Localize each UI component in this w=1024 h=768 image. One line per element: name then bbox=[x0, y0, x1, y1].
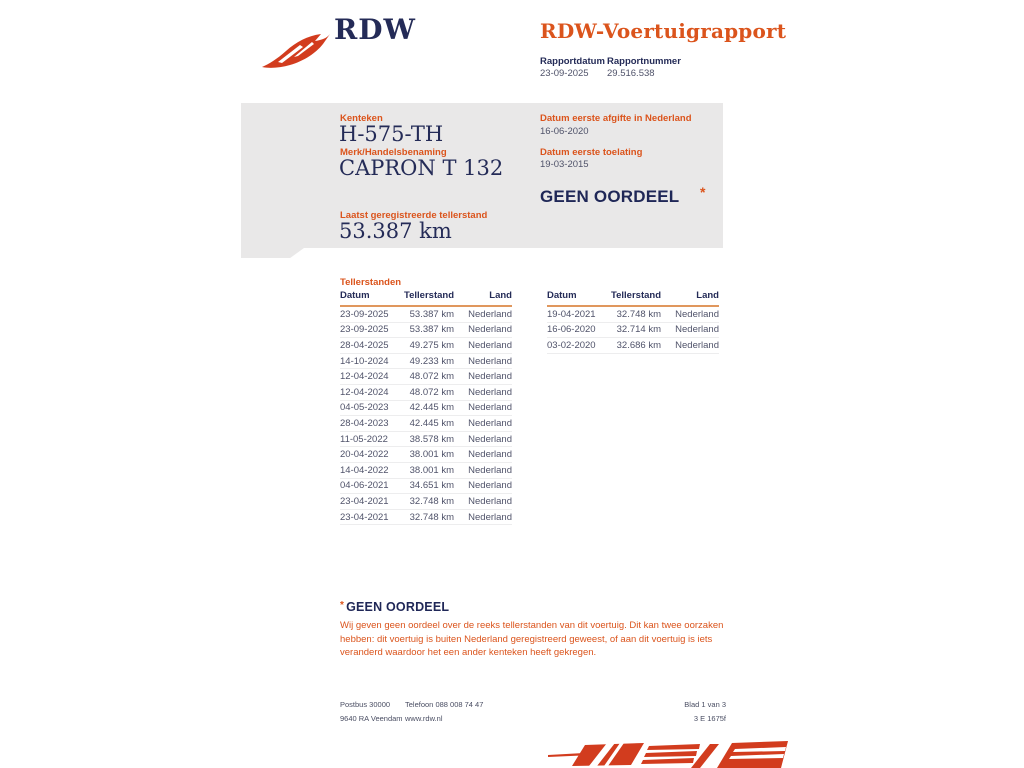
footer-form-code: 3 E 1675f bbox=[693, 714, 726, 723]
table-body-left bbox=[340, 307, 512, 525]
kenteken-label: Kenteken bbox=[340, 113, 383, 124]
footer-address-line1: Postbus 30000 bbox=[340, 700, 391, 709]
cell-land: Nederland bbox=[675, 339, 719, 351]
table-row bbox=[547, 338, 719, 354]
cell-datum: 03-02-2020 bbox=[547, 339, 596, 351]
cell-datum: 12-04-2024 bbox=[340, 386, 389, 398]
merk-label: Merk/Handelsbenaming bbox=[340, 147, 447, 158]
table-row bbox=[340, 401, 512, 417]
table-row bbox=[340, 432, 512, 448]
cell-land: Nederland bbox=[468, 308, 512, 320]
cell-tellerstand: 32.748 km bbox=[616, 308, 661, 320]
table-row bbox=[340, 385, 512, 401]
cell-tellerstand: 49.233 km bbox=[409, 355, 454, 367]
page-title: RDW-Voertuigrapport bbox=[540, 19, 787, 43]
cell-tellerstand: 53.387 km bbox=[409, 308, 454, 320]
cell-tellerstand: 34.651 km bbox=[409, 480, 454, 492]
tellerstanden-table-right bbox=[547, 290, 719, 354]
cell-datum: 11-05-2022 bbox=[340, 433, 388, 445]
header-datum: Datum bbox=[340, 290, 370, 301]
toelating-label: Datum eerste toelating bbox=[540, 147, 643, 158]
cell-tellerstand: 42.445 km bbox=[409, 417, 454, 429]
table-row bbox=[340, 354, 512, 370]
rdw-wing-stripes-graphic bbox=[548, 739, 788, 768]
header-tellerstand: Tellerstand bbox=[611, 290, 661, 301]
report-number-value: 29.516.538 bbox=[607, 68, 655, 79]
cell-land: Nederland bbox=[468, 339, 512, 351]
cell-land: Nederland bbox=[468, 386, 512, 398]
cell-tellerstand: 32.748 km bbox=[409, 495, 454, 507]
table-row bbox=[340, 494, 512, 510]
header-tellerstand: Tellerstand bbox=[404, 290, 454, 301]
table-header-row bbox=[547, 290, 719, 307]
cell-land: Nederland bbox=[675, 308, 719, 320]
tellerstanden-table-left bbox=[340, 290, 512, 525]
afgifte-value: 16-06-2020 bbox=[540, 126, 589, 137]
table-row bbox=[340, 416, 512, 432]
footnote-asterisk: * bbox=[340, 600, 345, 611]
cell-tellerstand: 48.072 km bbox=[409, 371, 454, 383]
tellerstanden-title: Tellerstanden bbox=[340, 277, 402, 288]
cell-tellerstand: 48.072 km bbox=[409, 386, 454, 398]
summary-box-corner-tab bbox=[241, 248, 304, 258]
footer-address-line2: 9640 RA Veendam bbox=[340, 714, 403, 723]
cell-land: Nederland bbox=[468, 324, 512, 336]
cell-land: Nederland bbox=[468, 449, 512, 461]
table-row bbox=[340, 369, 512, 385]
cell-land: Nederland bbox=[468, 480, 512, 492]
footer-phone: Telefoon 088 008 74 47 bbox=[405, 700, 484, 709]
cell-datum: 28-04-2025 bbox=[340, 339, 389, 351]
cell-datum: 20-04-2022 bbox=[340, 449, 389, 461]
kenteken-value: H-575-TH bbox=[339, 122, 444, 146]
cell-tellerstand: 42.445 km bbox=[409, 402, 454, 414]
table-header-row bbox=[340, 290, 512, 307]
table-row bbox=[340, 307, 512, 323]
table-row bbox=[340, 447, 512, 463]
cell-datum: 23-09-2025 bbox=[340, 324, 389, 336]
footer-page-info: Blad 1 van 3 bbox=[684, 700, 726, 709]
footer-website: www.rdw.nl bbox=[405, 714, 443, 723]
cell-tellerstand: 53.387 km bbox=[409, 324, 454, 336]
cell-land: Nederland bbox=[468, 371, 512, 383]
cell-tellerstand: 32.686 km bbox=[616, 339, 661, 351]
cell-datum: 23-04-2021 bbox=[340, 511, 389, 523]
footnote-heading bbox=[340, 600, 732, 614]
cell-datum: 16-06-2020 bbox=[547, 324, 596, 336]
oordeel-asterisk: * bbox=[700, 184, 706, 200]
cell-datum: 12-04-2024 bbox=[340, 371, 389, 383]
footnote-body: Wij geven geen oordeel over de reeks tellerstanden van dit voertuig. Dit kan twee oorzaken hebben: dit voertuig is buiten Nederland geregistreerd geweest, of aan dit voertuig is iets veranderd waardoor het een ander kenteken heeft gekregen. bbox=[340, 620, 724, 658]
table-row bbox=[547, 307, 719, 323]
table-row bbox=[340, 323, 512, 339]
cell-tellerstand: 38.001 km bbox=[409, 449, 454, 461]
cell-land: Nederland bbox=[468, 464, 512, 476]
table-row bbox=[340, 338, 512, 354]
cell-land: Nederland bbox=[468, 511, 512, 523]
cell-tellerstand: 38.578 km bbox=[409, 433, 454, 445]
cell-land: Nederland bbox=[675, 324, 719, 336]
cell-datum: 14-04-2022 bbox=[340, 464, 389, 476]
cell-datum: 23-04-2021 bbox=[340, 495, 389, 507]
cell-land: Nederland bbox=[468, 355, 512, 367]
cell-datum: 04-06-2021 bbox=[340, 480, 389, 492]
table-row bbox=[340, 463, 512, 479]
table-body-right bbox=[547, 307, 719, 354]
header-land: Land bbox=[489, 290, 512, 301]
toelating-value: 19-03-2015 bbox=[540, 159, 589, 170]
rdw-logo-text: RDW bbox=[334, 13, 416, 46]
cell-land: Nederland bbox=[468, 495, 512, 507]
header-land: Land bbox=[696, 290, 719, 301]
cell-land: Nederland bbox=[468, 433, 512, 445]
cell-tellerstand: 32.714 km bbox=[616, 324, 661, 336]
tellerstand-value: 53.387 km bbox=[339, 219, 452, 243]
report-number-label: Rapportnummer bbox=[607, 56, 681, 67]
table-row bbox=[340, 479, 512, 495]
oordeel-verdict: GEEN OORDEEL bbox=[540, 187, 680, 206]
cell-land: Nederland bbox=[468, 402, 512, 414]
cell-datum: 14-10-2024 bbox=[340, 355, 389, 367]
cell-datum: 28-04-2023 bbox=[340, 417, 389, 429]
table-row bbox=[340, 510, 512, 526]
cell-datum: 04-05-2023 bbox=[340, 402, 389, 414]
header-datum: Datum bbox=[547, 290, 577, 301]
tellerstand-label: Laatst geregistreerde tellerstand bbox=[340, 210, 488, 221]
rdw-wing-logo-icon bbox=[260, 30, 332, 70]
report-date-value: 23-09-2025 bbox=[540, 68, 589, 79]
report-date-label: Rapportdatum bbox=[540, 56, 605, 67]
table-row bbox=[547, 323, 719, 339]
cell-land: Nederland bbox=[468, 417, 512, 429]
cell-datum: 19-04-2021 bbox=[547, 308, 596, 320]
cell-tellerstand: 49.275 km bbox=[409, 339, 454, 351]
cell-tellerstand: 38.001 km bbox=[409, 464, 454, 476]
cell-datum: 23-09-2025 bbox=[340, 308, 389, 320]
afgifte-label: Datum eerste afgifte in Nederland bbox=[540, 113, 692, 124]
cell-tellerstand: 32.748 km bbox=[409, 511, 454, 523]
merk-value: CAPRON T 132 bbox=[339, 156, 504, 180]
footnote-title: GEEN OORDEEL bbox=[346, 600, 450, 614]
footnote-section bbox=[340, 600, 732, 660]
